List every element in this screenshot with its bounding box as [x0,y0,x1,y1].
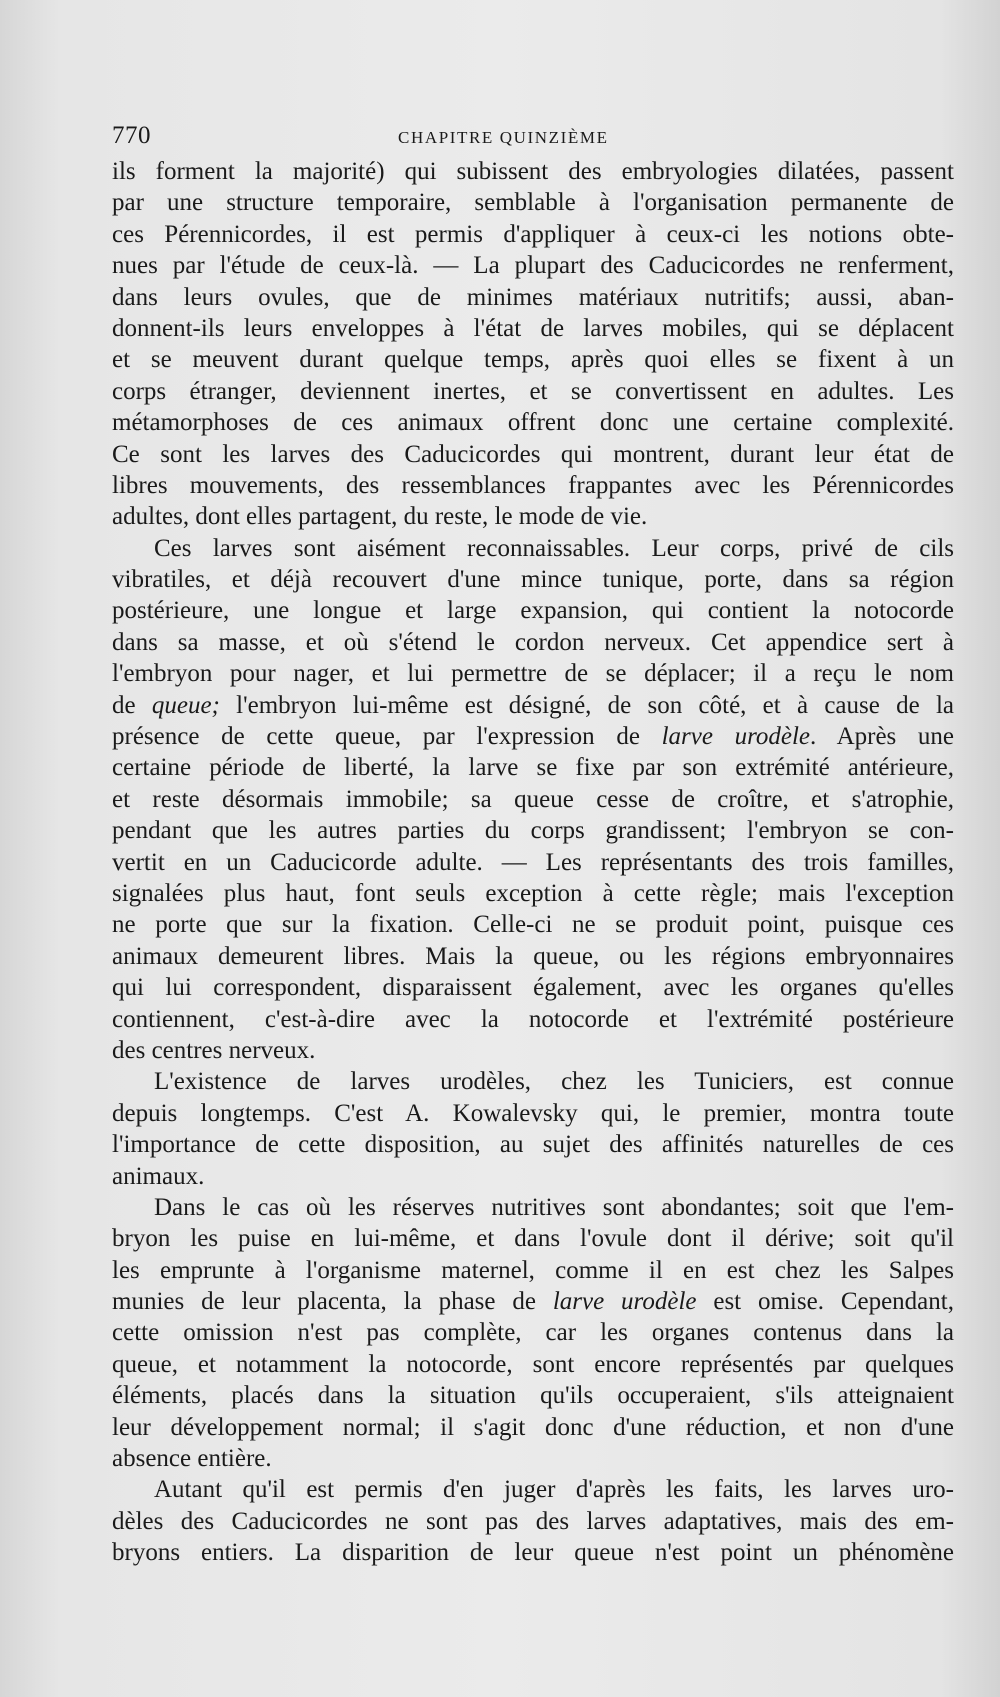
text-line: Ces larves sont aisément reconnaissables. Leur corps, privé de cils [154,534,954,562]
text-line: contiennent, c'est-à-dire avec la notocorde et l'extrémité postérieure [112,1005,954,1033]
text-line: métamorphoses de ces animaux offrent donc une certaine complexité. [112,409,954,437]
text-line: libres mouvements, des ressemblances frappantes avec les Pérennicordes [112,471,954,499]
emphasized-term: larve urodèle [552,1288,697,1316]
text-line: dèles des Caducicordes ne sont pas des larves adaptatives, mais des em- [112,1507,954,1535]
text-line: corps étranger, deviennent inertes, et se convertissent en adultes. Les [112,377,954,405]
text-line: certaine période de liberté, la larve se fixe par son extrémité antérieure, [112,754,954,782]
text-line: l'importance de cette disposition, au sujet des affinités naturelles de ces [112,1131,954,1159]
text-line: bryon les puise en lui-même, et dans l'ovule dont il dérive; soit qu'il [112,1225,954,1253]
text-line: présence de cette queue, par l'expression de larve urodèle. Après une [112,723,955,751]
text-line: de queue; l'embryon lui-même est désigné, de son côté, et à cause de la [112,691,954,719]
text-line: ils forment la majorité) qui subissent des embryologies dilatées, passent [112,158,954,185]
text-line: nues par l'étude de ceux-là. — La plupart des Caducicordes ne renferment, [112,252,954,280]
emphasized-term: larve urodèle [661,723,811,751]
text-line: pendant que les autres parties du corps grandissent; l'embryon se con- [112,817,954,845]
text-line: Autant qu'il est permis d'en juger d'après les faits, les larves uro- [154,1476,954,1504]
text-line: et reste désormais immobile; sa queue cesse de croître, et s'atrophie, [112,785,954,813]
text-line: L'existence de larves urodèles, chez les Tuniciers, est connue [154,1068,954,1096]
text-line: Dans le cas où les réserves nutritives sont abondantes; soit que l'em- [154,1193,954,1221]
text-line: signalées plus haut, font seuls exception à cette règle; mais l'exception [112,879,954,907]
text-line: l'embryon pour nager, et lui permettre de se déplacer; il a reçu le nom [112,660,954,688]
text-line: ces Pérennicordes, il est permis d'appliquer à ceux-ci les notions obte- [112,220,954,248]
running-head: CHAPITRE QUINZIÈME [398,128,609,147]
text-line: donnent-ils leurs enveloppes à l'état de larves mobiles, qui se déplacent [112,314,954,342]
text-line: animaux. [112,1162,205,1190]
text-line: vertit en un Caducicorde adulte. — Les représentants des trois familles, [112,848,954,876]
text-line: Ce sont les larves des Caducicordes qui montrent, durant leur état de [112,440,954,468]
page-number: 770 [112,122,151,149]
text-line: ne porte que sur la fixation. Celle-ci ne se produit point, puisque ces [112,911,954,939]
text-line: leur développement normal; il s'agit donc d'une réduction, et non d'une [112,1413,954,1441]
page-header [112,118,952,158]
text-line: cette omission n'est pas complète, car les organes contenus dans la [112,1319,954,1347]
text-line: queue, et notamment la notocorde, sont encore représentés par quelques [112,1350,954,1378]
text-line: et se meuvent durant quelque temps, après quoi elles se fixent à un [112,346,954,374]
text-line: postérieure, une longue et large expansion, qui contient la notocorde [112,597,954,625]
text-line: absence entière. [112,1445,272,1473]
body-text [112,156,954,1569]
text-line: adultes, dont elles partagent, du reste, le mode de vie. [112,503,648,531]
text-line: éléments, placés dans la situation qu'ils occuperaient, s'ils atteignaient [112,1382,954,1410]
text-line: des centres nerveux. [112,1036,316,1064]
text-line: par une structure temporaire, semblable à l'organisation permanente de [112,189,954,217]
text-line: dans leurs ovules, que de minimes matériaux nutritifs; aussi, aban- [112,283,954,311]
text-line: munies de leur placenta, la phase de larve urodèle est omise. Cependant, [112,1288,954,1316]
text-line: animaux demeurent libres. Mais la queue, ou les régions embryonnaires [112,942,954,970]
text-line: bryons entiers. La disparition de leur queue n'est point un phénomène [112,1539,954,1567]
text-line: depuis longtemps. C'est A. Kowalevsky qui, le premier, montra toute [112,1099,954,1127]
emphasized-term: queue; [151,691,220,719]
text-line: qui lui correspondent, disparaissent également, avec les organes qu'elles [112,974,954,1002]
text-line: les emprunte à l'organisme maternel, comme il en est chez les Salpes [112,1256,954,1284]
text-line: dans sa masse, et où s'étend le cordon nerveux. Cet appendice sert à [112,628,954,656]
text-line: vibratiles, et déjà recouvert d'une mince tunique, porte, dans sa région [112,566,954,594]
